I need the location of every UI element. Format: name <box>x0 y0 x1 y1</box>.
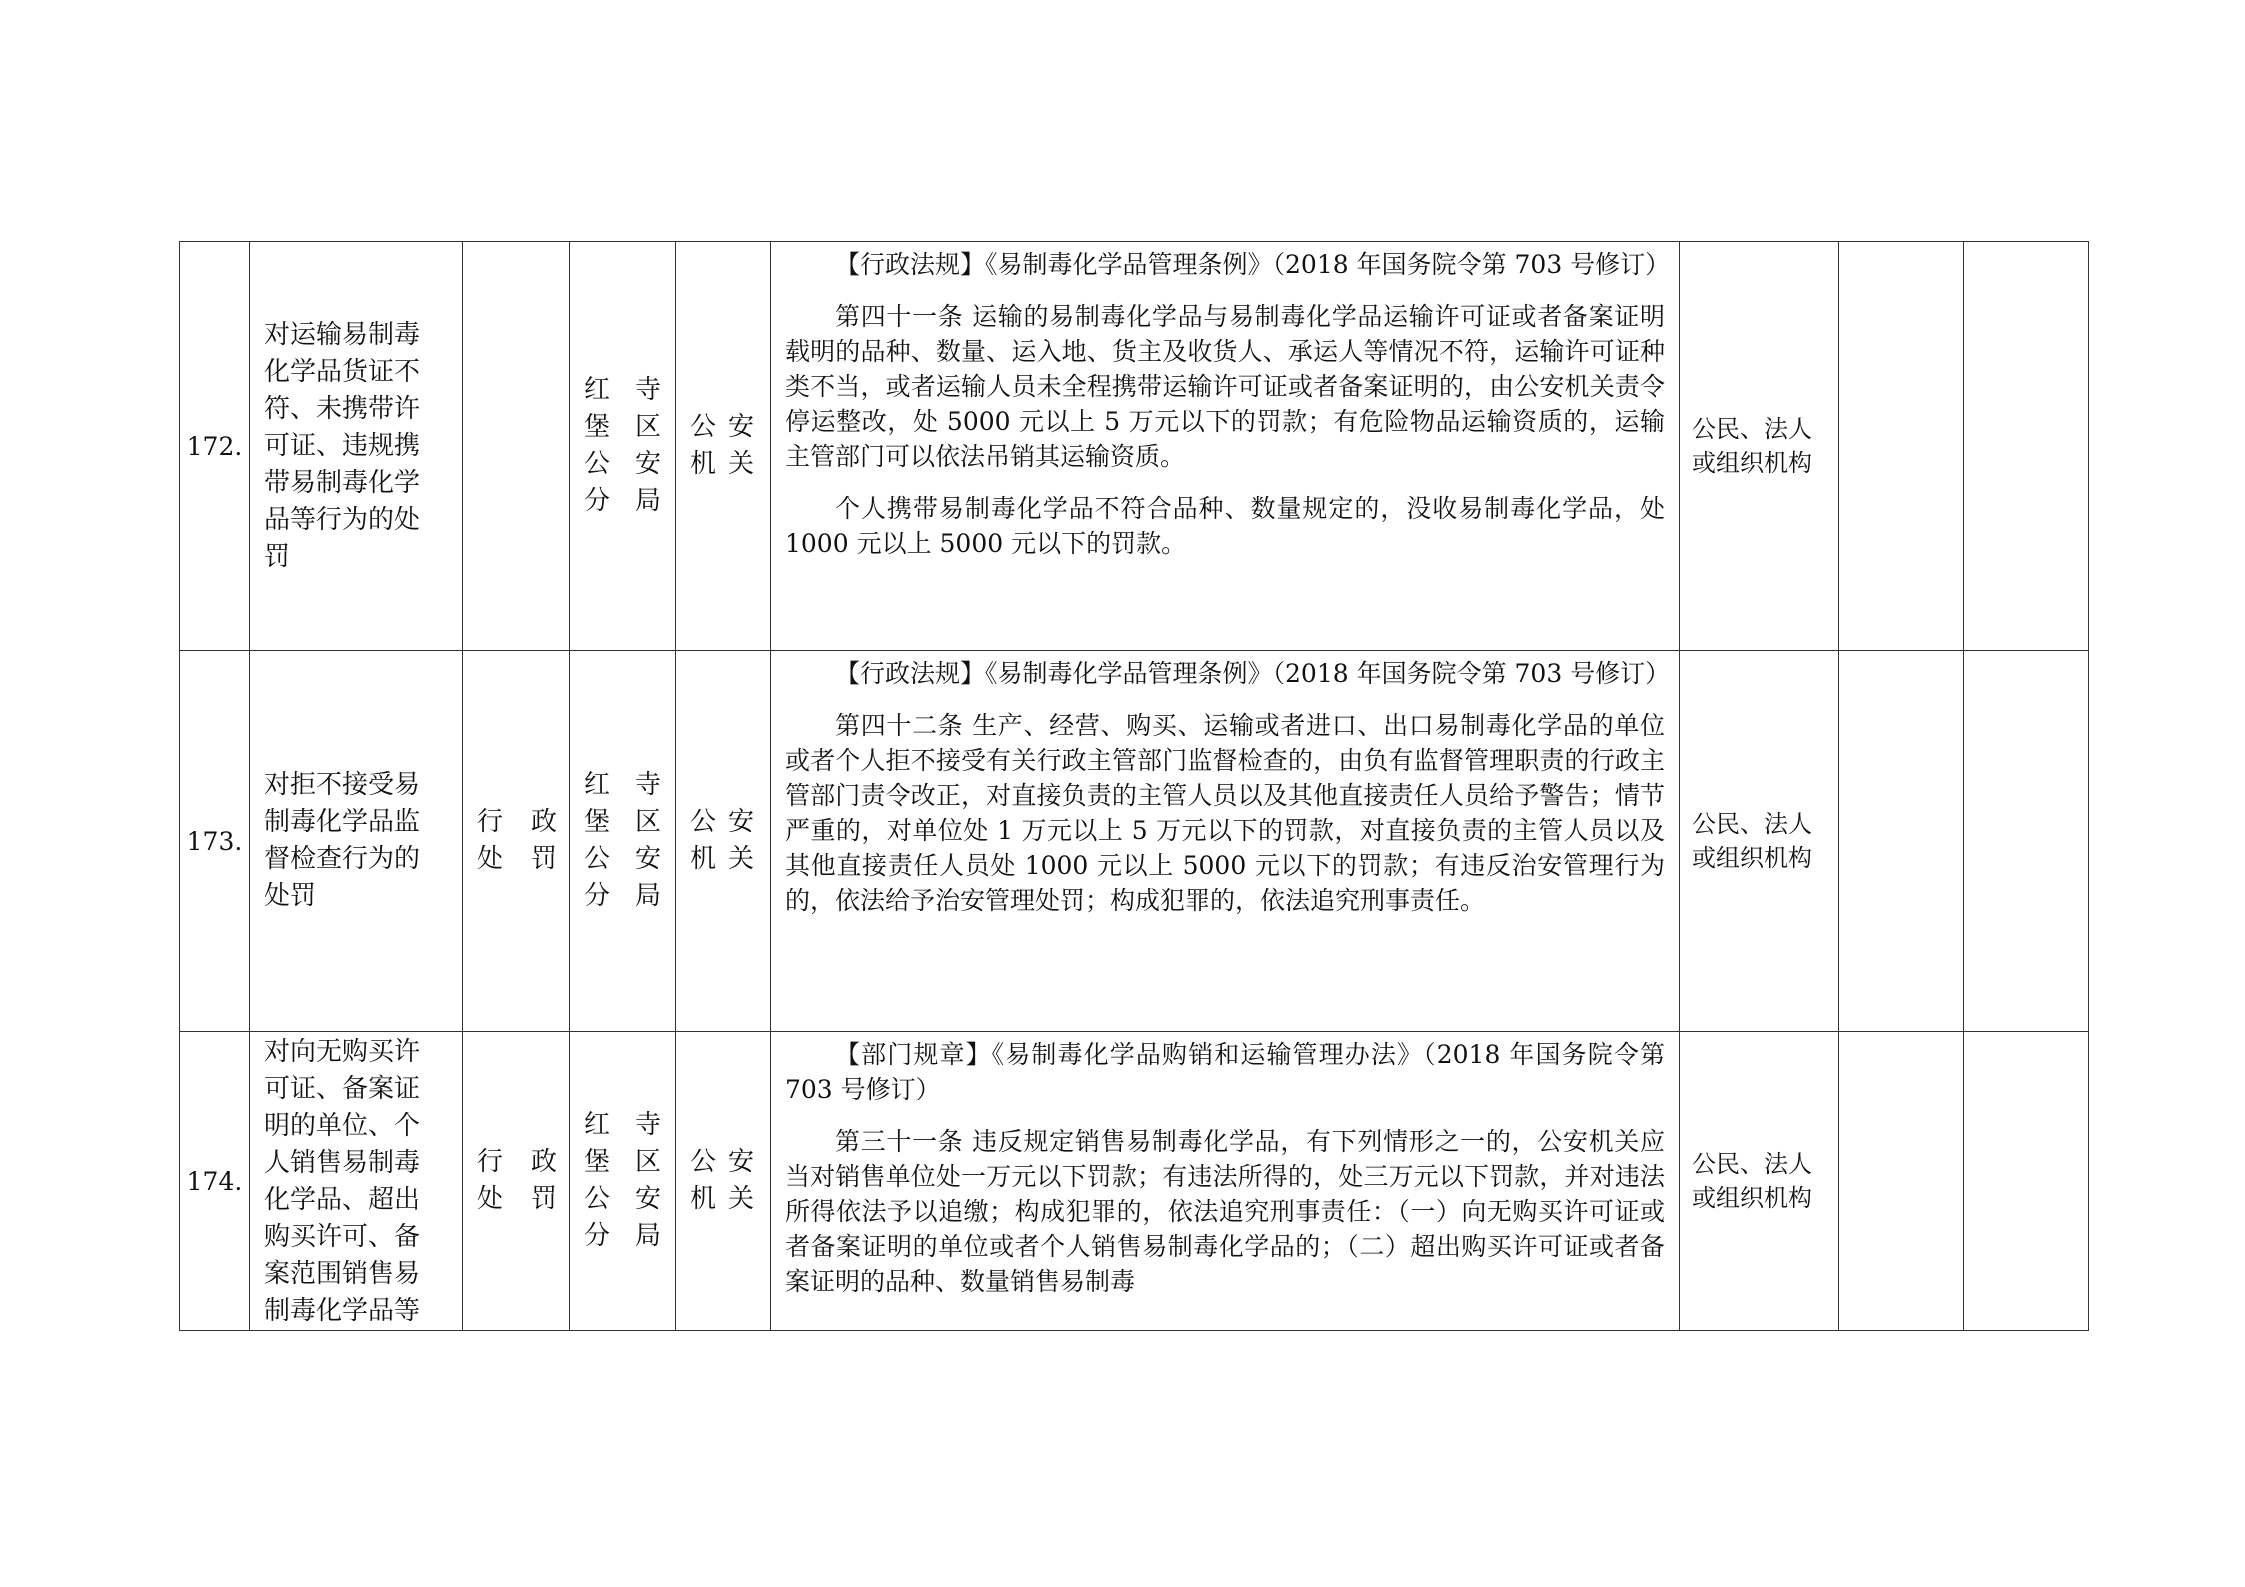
penalty-type <box>463 1032 570 1331</box>
target-line: 或组织机构 <box>1692 1184 1812 1212</box>
penalty-item <box>250 651 463 1032</box>
penalty-type <box>463 651 570 1032</box>
table-row <box>180 1032 2089 1331</box>
extra-cell-2 <box>1964 242 2089 651</box>
dept-line: 机关 <box>690 1184 754 1214</box>
applicable-target <box>1680 242 1839 651</box>
target-line: 或组织机构 <box>1692 844 1812 872</box>
item-line: 化学品、超出 <box>264 1185 421 1215</box>
agency-line: 分局 <box>584 881 661 911</box>
legal-basis <box>771 1032 1680 1331</box>
basis-paragraph: 【部门规章】《易制毒化学品购销和运输管理办法》（2018 年国务院令第 703 号修订） <box>785 1040 1665 1104</box>
table-row <box>180 242 2089 651</box>
agency-line: 分局 <box>584 1221 661 1251</box>
row-number: 174. <box>180 1032 250 1331</box>
target-line: 或组织机构 <box>1692 449 1812 477</box>
applicable-target <box>1680 1032 1839 1331</box>
item-line: 制毒化学品等 <box>264 1296 421 1326</box>
enforcement-agency <box>570 651 676 1032</box>
dept-line: 机关 <box>690 449 754 479</box>
item-line: 品等行为的处 <box>264 504 421 535</box>
item-line: 化学品货证不 <box>264 356 421 387</box>
item-line: 对拒不接受易 <box>264 770 421 800</box>
basis-paragraph: 第四十二条 生产、经营、购买、运输或者进口、出口易制毒化学品的单位或者个人拒不接受有关行政主管部门监督检查的，由负有监督管理职责的行政主管部门责令改正，对直接负责的主管人员以及其他直接责任人员给予警告；情节严重的，对单位处 1 万元以上 5 万元以下的罚款，对直接负责的主管人员以及其他直接责任人员处 1000 元以上 5000 元以下的罚款；有违反治安管理行为的，依法给予治安管理处罚；构成犯罪的，依法追究刑事责任。 <box>785 711 1665 915</box>
table-row <box>180 651 2089 1032</box>
item-line: 符、未携带许 <box>264 393 421 424</box>
basis-paragraph: 【行政法规】《易制毒化学品管理条例》（2018 年国务院令第 703 号修订） <box>835 250 1671 279</box>
regulation-table <box>179 241 2089 1331</box>
extra-cell-1 <box>1839 242 1964 651</box>
row-number: 172. <box>180 242 250 651</box>
responsible-department <box>676 1032 771 1331</box>
item-line: 处罚 <box>264 881 317 911</box>
responsible-department <box>676 651 771 1032</box>
item-line: 案范围销售易 <box>264 1259 421 1289</box>
enforcement-agency <box>570 242 676 651</box>
type-line: 处罚 <box>477 844 557 874</box>
item-line: 督检查行为的 <box>264 844 421 874</box>
item-line: 制毒化学品监 <box>264 807 421 837</box>
agency-line: 红 寺 <box>584 375 661 405</box>
basis-paragraph: 第三十一条 违反规定销售易制毒化学品，有下列情形之一的，公安机关应当对销售单位处一万元以下罚款；有违法所得的，处三万元以下罚款，并对违法所得依法予以追缴；构成犯罪的，依法追究刑事责任：（一）向无购买许可证或者备案证明的单位或者个人销售易制毒化学品的；（二）超出购买许可证或者备案证明的品种、数量销售易制毒 <box>785 1127 1665 1296</box>
dept-line: 公 安 <box>690 412 754 442</box>
extra-cell-1 <box>1839 1032 1964 1331</box>
agency-line: 分局 <box>584 486 661 516</box>
target-line: 公民、法人 <box>1692 1150 1812 1178</box>
enforcement-agency <box>570 1032 676 1331</box>
dept-line: 公 安 <box>690 807 754 837</box>
row-number: 173. <box>180 651 250 1032</box>
agency-line: 红 寺 <box>584 1110 661 1140</box>
type-line: 处罚 <box>477 1184 557 1214</box>
legal-basis <box>771 651 1680 1032</box>
item-line: 带易制毒化学 <box>264 467 421 498</box>
penalty-type <box>463 242 570 651</box>
type-line: 行 政 <box>477 1147 557 1177</box>
extra-cell-2 <box>1964 651 2089 1032</box>
target-line: 公民、法人 <box>1692 810 1812 838</box>
penalty-item <box>250 242 463 651</box>
basis-paragraph: 个人携带易制毒化学品不符合品种、数量规定的，没收易制毒化学品，处 1000 元以上 5000 元以下的罚款。 <box>785 494 1665 558</box>
agency-line: 公 安 <box>584 449 661 479</box>
type-line: 行 政 <box>477 807 557 837</box>
item-line: 可证、违规携 <box>264 430 421 461</box>
applicable-target <box>1680 651 1839 1032</box>
item-line: 对运输易制毒 <box>264 319 421 350</box>
item-line: 可证、备案证 <box>264 1074 421 1104</box>
legal-basis <box>771 242 1680 651</box>
dept-line: 公 安 <box>690 1147 754 1177</box>
agency-line: 堡 区 <box>584 1147 661 1177</box>
extra-cell-2 <box>1964 1032 2089 1331</box>
extra-cell-1 <box>1839 651 1964 1032</box>
item-line: 对向无购买许 <box>264 1037 421 1067</box>
basis-paragraph: 第四十一条 运输的易制毒化学品与易制毒化学品运输许可证或者备案证明载明的品种、数量、运入地、货主及收货人、承运人等情况不符，运输许可证种类不当，或者运输人员未全程携带运输许可证或者备案证明的，由公安机关责令停运整改，处 5000 元以上 5 万元以下的罚款；有危险物品运输资质的，运输主管部门可以依法吊销其运输资质。 <box>785 302 1665 471</box>
basis-paragraph: 【行政法规】《易制毒化学品管理条例》（2018 年国务院令第 703 号修订） <box>835 659 1671 688</box>
penalty-item <box>250 1032 463 1331</box>
responsible-department <box>676 242 771 651</box>
agency-line: 堡 区 <box>584 807 661 837</box>
agency-line: 公 安 <box>584 844 661 874</box>
target-line: 公民、法人 <box>1692 415 1812 443</box>
agency-line: 红 寺 <box>584 770 661 800</box>
agency-line: 公 安 <box>584 1184 661 1214</box>
item-line: 人销售易制毒 <box>264 1148 421 1178</box>
agency-line: 堡 区 <box>584 412 661 442</box>
item-line: 购买许可、备 <box>264 1222 421 1252</box>
item-line: 明的单位、个 <box>264 1111 421 1141</box>
item-line: 罚 <box>264 541 291 572</box>
dept-line: 机关 <box>690 844 754 874</box>
